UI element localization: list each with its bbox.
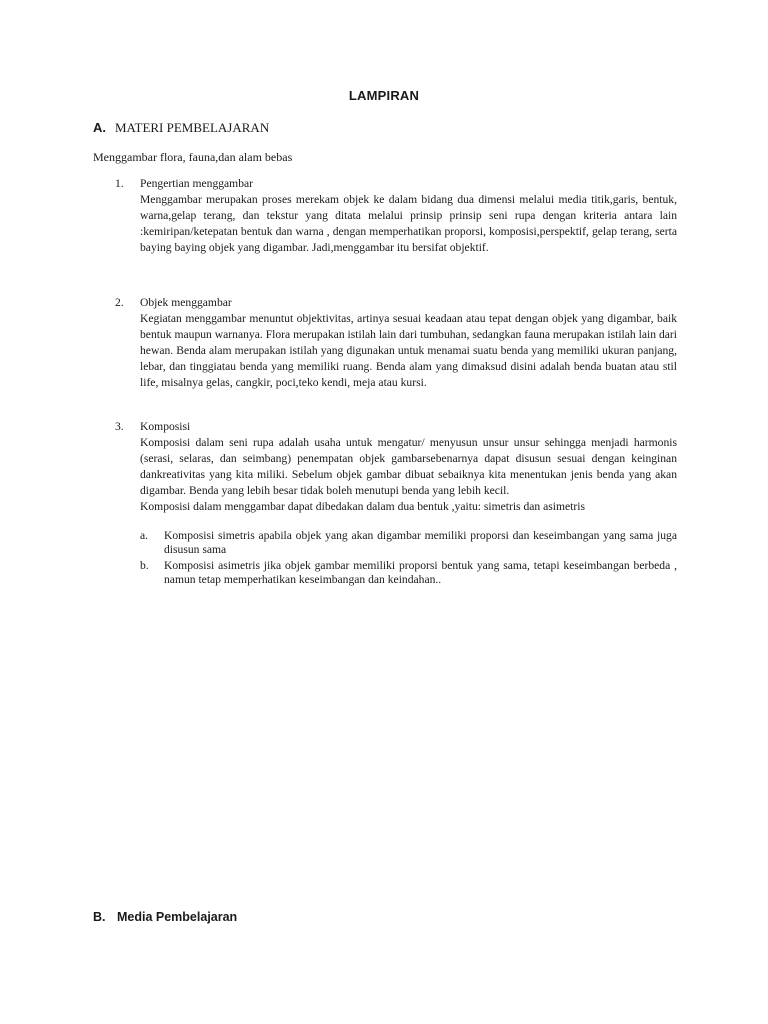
sub-item-text: Komposisi simetris apabila objek yang akan digambar memiliki proporsi dan keseimbangan yang sama juga disusun sama [164,529,677,556]
item-paragraph-2: Komposisi dalam menggambar dapat dibedakan dalam dua bentuk ,yaitu: simetris dan asimetris [140,500,585,513]
item-heading: Pengertian menggambar [140,177,253,190]
topic-subtitle: Menggambar flora, fauna,dan alam bebas [93,150,293,164]
section-b-letter: B. [93,910,106,924]
section-b-title: Media Pembelajaran [117,910,238,924]
sub-item-letter: b. [140,559,149,572]
item-heading: Komposisi [140,420,191,433]
item-number: 1. [115,177,124,190]
item-paragraph: Komposisi dalam seni rupa adalah usaha untuk mengatur/ menyusun unsur unsur sehingga menjadi harmonis (serasi, selaras, dan seimbang) penempatan objek gambarsebenarnya dapat disusun sesuai dengan keinginan dankreativitas yang kita miliki. Sebelum objek gambar dibuat sebaiknya kita menentukan jenis benda yang akan digambar. Benda yang lebih besar tidak boleh menutupi benda yang lebih kecil. [140,436,677,497]
sub-item-text: Komposisi asimetris jika objek gambar memiliki proporsi bentuk yang sama, tetapi keseimbangan berbeda , namun tetap memperhatikan keseimbangan dan keindahan.. [164,559,677,586]
item-body [140,435,677,515]
sub-item-letter: a. [140,529,149,542]
section-b-heading [93,910,237,924]
section-a-letter: A. [93,120,106,135]
page-title: LAMPIRAN [348,88,420,103]
item-heading: Objek menggambar [140,296,232,309]
item-body: Menggambar merupakan proses merekam objek ke dalam bidang dua dimensi melalui media titik,garis, bentuk, warna,gelap terang, dan tekstur yang ditata melalui prinsip prinsip seni rupa dengan kriteria antara lain :kemiripan/ketepatan bentuk dan warna , dengan memperhatikan proporsi, komposisi,perspektif, gelap terang, serta baying baying objek yang digambar. Jadi,menggambar itu bersifat objektif. [140,193,677,254]
item-number: 2. [115,296,124,309]
section-a-title: MATERI PEMBELAJARAN [115,120,270,135]
item-number: 3. [115,420,124,433]
item-body: Kegiatan menggambar menuntut objektivitas, artinya sesuai keadaan atau tepat dengan objek yang digambar, baik bentuk maupun warnanya. Flora merupakan istilah lain dari tumbuhan, sedangkan fauna merupakan istilah lain dari hewan. Benda alam merupakan istilah yang digunakan untuk menamai suatu benda yang memiliki ukuran panjang, lebar, dan tinggiatau benda yang memiliki ruang. Benda alam yang dimaksud disini adalah benda buatan atau stil life, misalnya gelas, cangkir, poci,teko kendi, meja atau kursi. [140,312,677,389]
section-a-heading [93,120,269,136]
